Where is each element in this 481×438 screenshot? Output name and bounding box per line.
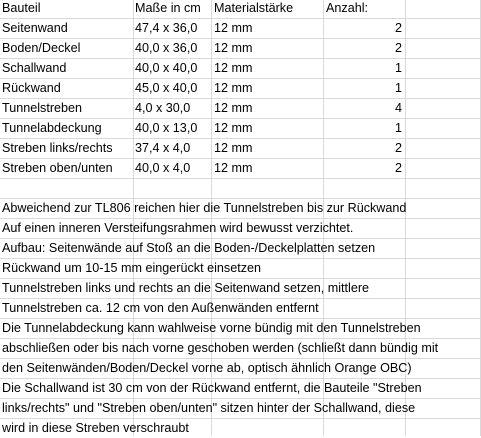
note-cell[interactable]: Auf einen inneren Versteifungsrahmen wird bewusst verzichtet. xyxy=(2,221,354,235)
cell-bauteil[interactable]: Rückwand xyxy=(2,81,61,95)
cell-bauteil[interactable]: Schallwand xyxy=(2,61,67,75)
cell-masse[interactable]: 40,0 x 40,0 xyxy=(135,61,198,75)
note-cell[interactable]: den Seitenwänden/Boden/Deckel vorne ab, optisch ähnlich Orange OBC) xyxy=(2,361,412,375)
header-cell-materialstaerke[interactable]: Materialstärke xyxy=(214,1,294,15)
header-cell-masse[interactable]: Maße in cm xyxy=(135,1,201,15)
cell-materialstaerke[interactable]: 12 mm xyxy=(214,141,253,155)
cell-anzahl[interactable]: 4 xyxy=(394,101,402,115)
cell-materialstaerke[interactable]: 12 mm xyxy=(214,101,253,115)
cell-masse[interactable]: 37,4 x 4,0 xyxy=(135,141,191,155)
cell-materialstaerke[interactable]: 12 mm xyxy=(214,41,253,55)
cell-materialstaerke[interactable]: 12 mm xyxy=(214,121,253,135)
note-cell[interactable]: Die Tunnelabdeckung kann wahlweise vorne bündig mit den Tunnelstreben xyxy=(2,321,421,335)
cell-anzahl[interactable]: 2 xyxy=(394,41,402,55)
cell-materialstaerke[interactable]: 12 mm xyxy=(214,21,253,35)
note-cell[interactable]: Tunnelstreben ca. 12 cm von den Außenwänden entfernt xyxy=(2,301,319,315)
cell-masse[interactable]: 40,0 x 4,0 xyxy=(135,161,191,175)
cell-bauteil[interactable]: Tunnelstreben xyxy=(2,101,83,115)
cell-bauteil[interactable]: Tunnelabdeckung xyxy=(2,121,102,135)
cell-anzahl[interactable]: 2 xyxy=(394,21,402,35)
cell-anzahl[interactable]: 1 xyxy=(394,121,402,135)
cell-anzahl[interactable]: 2 xyxy=(394,161,402,175)
cell-anzahl[interactable]: 1 xyxy=(394,61,402,75)
note-cell[interactable]: links/rechts" und "Streben oben/unten" sitzen hinter der Schallwand, diese xyxy=(2,401,416,415)
cell-masse[interactable]: 40,0 x 36,0 xyxy=(135,41,198,55)
note-cell[interactable]: Tunnelstreben links und rechts an die Seitenwand setzen, mittlere xyxy=(2,281,370,295)
note-cell[interactable]: Aufbau: Seitenwände auf Stoß an die Boden-/Deckelplatten setzen xyxy=(2,241,376,255)
note-cell[interactable]: abschließen oder bis nach vorne geschoben werden (schließt dann bündig mit xyxy=(2,341,439,355)
note-cell[interactable]: wird in diese Streben verschraubt xyxy=(2,421,189,435)
header-cell-anzahl[interactable]: Anzahl: xyxy=(326,1,369,15)
cell-anzahl[interactable]: 2 xyxy=(394,141,402,155)
cell-bauteil[interactable]: Boden/Deckel xyxy=(2,41,81,55)
cell-bauteil[interactable]: Seitenwand xyxy=(2,21,68,35)
cell-materialstaerke[interactable]: 12 mm xyxy=(214,161,253,175)
cell-masse[interactable]: 40,0 x 13,0 xyxy=(135,121,198,135)
header-cell-bauteil[interactable]: Bauteil xyxy=(2,1,41,15)
note-cell[interactable]: Rückwand um 10-15 mm eingerückt einsetzen xyxy=(2,261,261,275)
cell-anzahl[interactable]: 1 xyxy=(394,81,402,95)
note-cell[interactable]: Die Schallwand ist 30 cm von der Rückwand entfernt, die Bauteile "Streben xyxy=(2,381,422,395)
cell-masse[interactable]: 45,0 x 40,0 xyxy=(135,81,198,95)
cell-materialstaerke[interactable]: 12 mm xyxy=(214,61,253,75)
cell-masse[interactable]: 47,4 x 36,0 xyxy=(135,21,198,35)
cell-bauteil[interactable]: Streben oben/unten xyxy=(2,161,113,175)
note-cell[interactable]: Abweichend zur TL806 reichen hier die Tunnelstreben bis zur Rückwand xyxy=(2,201,407,215)
cell-bauteil[interactable]: Streben links/rechts xyxy=(2,141,113,155)
cell-materialstaerke[interactable]: 12 mm xyxy=(214,81,253,95)
cell-masse[interactable]: 4,0 x 30,0 xyxy=(135,101,191,115)
row-divider xyxy=(0,178,481,179)
